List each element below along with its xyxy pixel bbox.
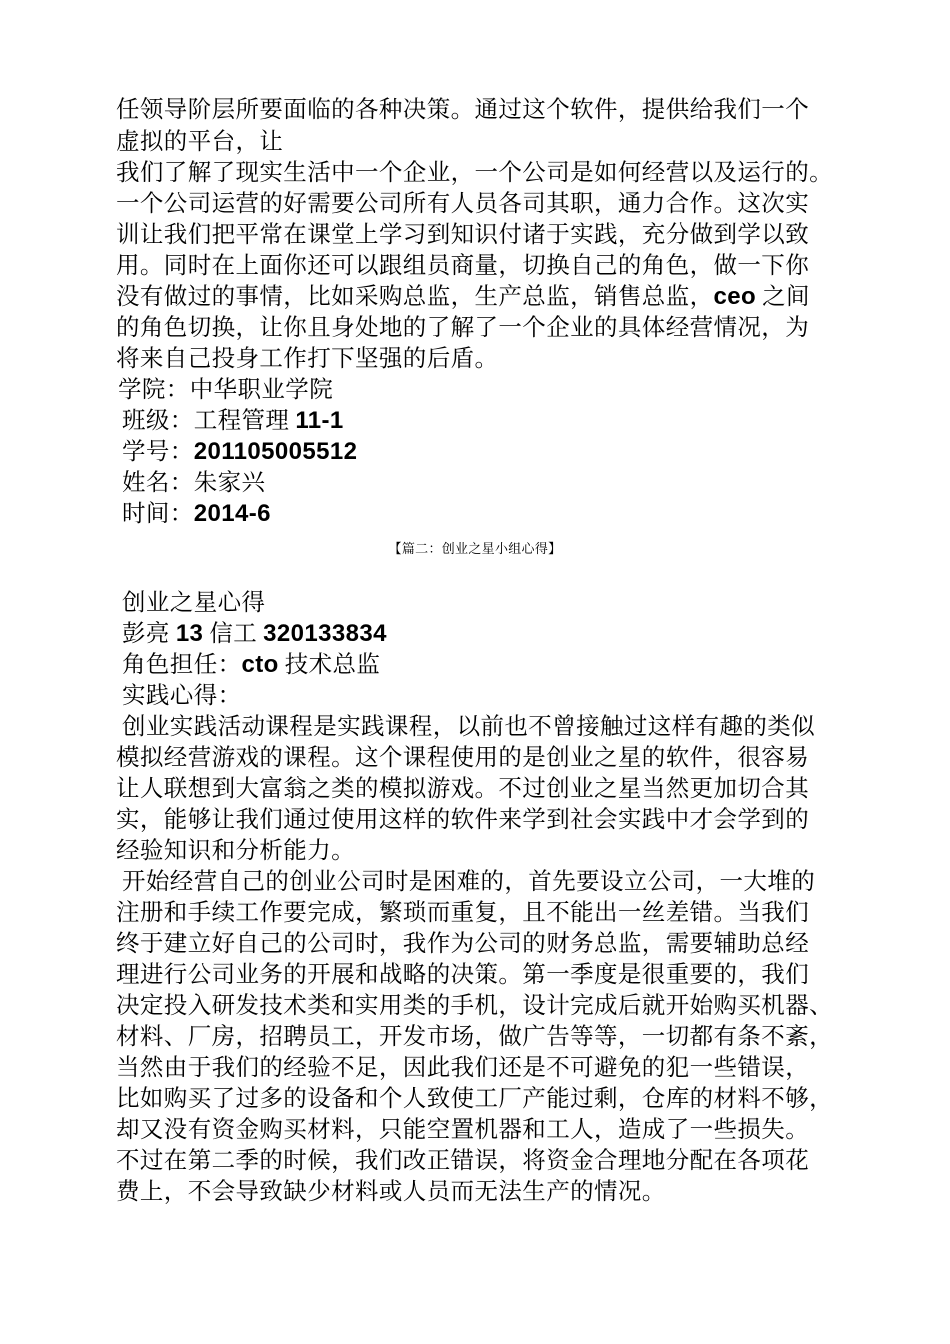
role-value-abbr: cto (241, 651, 279, 678)
class-label: 班级： (122, 406, 194, 434)
paragraph-line: 一个公司运营的好需要公司所有人员各司其职，通力合作。这次实 (116, 189, 810, 217)
role-label: 角色担任： (122, 650, 242, 678)
paragraph-line: 的角色切换，让你且身处地的了解了一个企业的具体经营情况，为 (116, 313, 810, 341)
time-row (122, 498, 271, 529)
paragraph-line: 决定投入研发技术类和实用类的手机，设计完成后就开始购买机器、 (116, 991, 833, 1019)
paragraph-line: 将来自己投身工作打下坚强的后盾。 (116, 344, 499, 372)
time-label: 时间： (122, 499, 194, 527)
paragraph-line: 却又没有资金购买材料，只能空置机器和工人，造成了一些损失。 (116, 1115, 810, 1143)
paragraph-line: 让人联想到大富翁之类的模拟游戏。不过创业之星当然更加切合其 (116, 774, 810, 802)
paragraph-line: 开始经营自己的创业公司时是困难的，首先要设立公司，一大堆的 (122, 867, 816, 895)
class-row (122, 405, 344, 436)
paragraph-line: 任领导阶层所要面临的各种决策。通过这个软件，提供给我们一个 (116, 95, 810, 123)
paragraph-line: 实，能够让我们通过使用这样的软件来学到社会实践中才会学到的 (116, 805, 810, 833)
name-label: 姓名： (122, 468, 194, 496)
role-value: 技术总监 (284, 650, 381, 678)
paragraph-line: 理进行公司业务的开展和战略的决策。第一季度是很重要的，我们 (116, 960, 810, 988)
essay-heading: 创业之星心得 (122, 588, 266, 616)
author-dept: 信工 (209, 619, 258, 647)
line-text-bold: ceo (713, 283, 757, 310)
practice-label: 实践心得： (122, 681, 242, 709)
author-class-num: 13 (175, 620, 204, 647)
paragraph-line: 用。同时在上面你还可以跟组员商量，切换自己的角色，做一下你 (116, 251, 810, 279)
paragraph-line: 材料、厂房，招聘员工，开发市场，做广告等等，一切都有条不紊， (116, 1022, 833, 1050)
paragraph-line: 经验知识和分析能力。 (116, 836, 355, 864)
paragraph-line: 费上，不会导致缺少材料或人员而无法生产的情况。 (116, 1177, 666, 1205)
paragraph-line: 不过在第二季的时候，我们改正错误，将资金合理地分配在各项花 (116, 1146, 810, 1174)
student-id-label: 学号： (122, 437, 194, 465)
college-label: 学院： (118, 375, 190, 403)
line-text: 之间 (762, 282, 810, 310)
paragraph-line: 训让我们把平常在课堂上学习到知识付诸于实践，充分做到学以致 (116, 220, 810, 248)
author-row (122, 618, 387, 649)
author-name: 彭亮 (122, 619, 170, 647)
paragraph-line: 虚拟的平台，让 (116, 127, 284, 155)
paragraph-line: 比如购买了过多的设备和个人致使工厂产能过剩，仓库的材料不够， (116, 1084, 833, 1112)
paragraph-line: 模拟经营游戏的课程。这个课程使用的是创业之星的软件，很容易 (116, 743, 810, 771)
class-value: 工程管理 (193, 406, 290, 434)
line-text: 没有做过的事情，比如采购总监，生产总监，销售总监， (116, 282, 714, 310)
author-id: 320133834 (263, 620, 387, 647)
name-value: 朱家兴 (193, 468, 266, 496)
paragraph-line: 注册和手续工作要完成，繁琐而重复，且不能出一丝差错。当我们 (116, 898, 810, 926)
class-number: 11-1 (295, 407, 344, 434)
section-title: 【篇二：创业之星小组心得】 (388, 542, 562, 557)
paragraph-line: 当然由于我们的经验不足，因此我们还是不可避免的犯一些错误， (116, 1053, 810, 1081)
name-row (122, 467, 265, 497)
paragraph-line: 创业实践活动课程是实践课程，以前也不曾接触过这样有趣的类似 (122, 712, 816, 740)
time-value: 2014-6 (193, 500, 271, 527)
paragraph-line: 终于建立好自己的公司时，我作为公司的财务总监，需要辅助总经 (116, 929, 810, 957)
student-id-row (122, 436, 357, 467)
college-row (118, 374, 333, 404)
paragraph-line: 我们了解了现实生活中一个企业，一个公司是如何经营以及运行的。 (116, 158, 833, 186)
student-id-value: 201105005512 (193, 438, 358, 465)
college-value: 中华职业学院 (189, 375, 334, 403)
role-row (122, 649, 380, 680)
paragraph-line (116, 281, 810, 312)
